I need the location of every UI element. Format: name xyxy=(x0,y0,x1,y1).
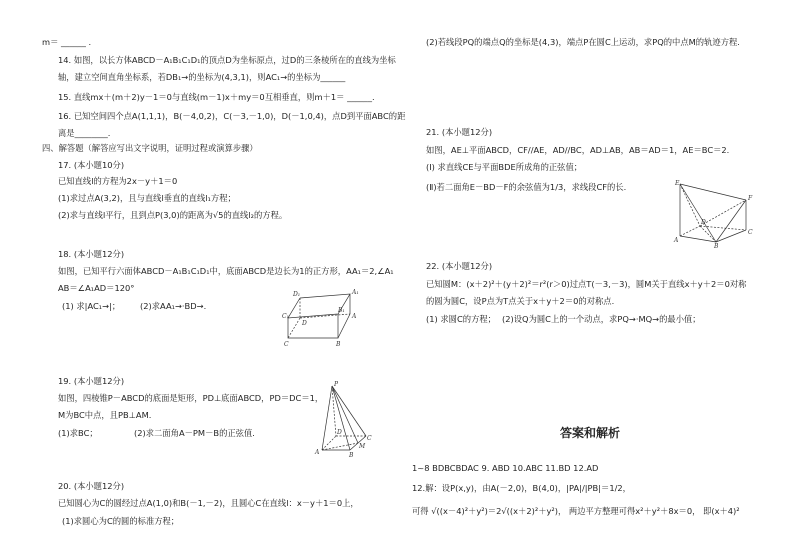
label-C: C xyxy=(748,229,753,236)
label-D: D xyxy=(701,219,706,226)
q21-line1: 如图，AE⊥平面ABCD，CF//AE，AD//BC，AD⊥AB，AB＝AD＝1，AE＝BC＝2. xyxy=(426,145,730,155)
label-P: P xyxy=(334,381,339,388)
q18-part2: (2)求AA₁→·BD→. xyxy=(140,301,207,311)
label-A: A xyxy=(674,237,679,244)
q17-heading: 17. (本小题10分) xyxy=(58,160,125,170)
label-B: B xyxy=(714,243,719,248)
label-C1: C₁ xyxy=(282,313,289,320)
q22-line2: 的圆为圆C，设P点为T点关于x＋y＋2＝0的对称点. xyxy=(426,296,615,306)
q20-part2: (2)若线段PQ的端点Q的坐标是(4,3)，端点P在圆C上运动，求PQ的中点M的轨迹方程. xyxy=(426,37,740,47)
q18-part1: (1) 求|AC₁→|； xyxy=(62,301,121,311)
q20-line1: 已知圆心为C的圆经过点A(1,0)和B(－1,－2)，且圆心C在直线l：x－y＋1＝0上， xyxy=(58,498,359,508)
q15: 15. 直线mx＋(m＋2)y－1＝0与直线(m－1)x＋my＝0互相垂直，则m＋1＝ ______. xyxy=(58,92,375,102)
q16-line1: 16. 已知空间四个点A(1,1,1)，B(－4,0,2)，C(－3,－1,0)，D(－1,0,4)，点D到平面ABC的距 xyxy=(58,111,406,121)
q21-part1: (Ⅰ) 求直线CE与平面BDE所成角的正弦值； xyxy=(426,162,583,172)
label-C: C xyxy=(367,435,372,442)
answer-key: 1~8 BDBCBDAC 9. ABD 10.ABC 11.BD 12.AD xyxy=(412,463,599,473)
parallelepiped-figure xyxy=(282,288,364,348)
label-D: D xyxy=(302,320,307,327)
label-C: C xyxy=(284,341,289,348)
label-A: A xyxy=(352,313,357,320)
q14-line1: 14. 如图，以长方体ABCD－A₁B₁C₁D₁的顶点D为坐标原点，过D的三条棱所在的直线为坐标 xyxy=(58,55,396,65)
q19-heading: 19. (本小题12分) xyxy=(58,376,125,386)
q19-line2: M为BC中点，且PB⊥AM. xyxy=(58,410,152,420)
q22-line1: 已知圆M：(x＋2)²＋(y＋2)²＝r²(r＞0)过点T(－3,－3)，圆M关于直线x＋y＋2＝0对称 xyxy=(426,279,747,289)
section-heading: 四、解答题（解答应写出文字说明，证明过程或演算步骤） xyxy=(42,143,258,153)
label-A: A xyxy=(315,449,320,456)
q13-tail: m＝ ______ . xyxy=(42,37,92,47)
q18-line1: 如图，已知平行六面体ABCD－A₁B₁C₁D₁中，底面ABCD是边长为1的正方形，AA₁＝2,∠A₁ xyxy=(58,266,394,276)
q18-heading: 18. (本小题12分) xyxy=(58,249,125,259)
q22-part1: (1) 求圆C的方程； xyxy=(426,314,496,324)
q19-part1: (1)求BC； xyxy=(58,428,98,438)
q14-line2: 轴，建立空间直角坐标系，若DB₁→的坐标为(4,3,1)，则AC₁→的坐标为______ xyxy=(58,72,346,82)
q20-part1: (1)求圆心为C的圆的标准方程； xyxy=(62,516,180,526)
label-B: B xyxy=(349,452,354,458)
q17-part2: (2)求与直线l平行，且到点P(3,0)的距离为√5的直线l₂的方程。 xyxy=(58,210,288,220)
q20-heading: 20. (本小题12分) xyxy=(58,481,125,491)
q17-part1: (1)求过点A(3,2)，且与直线l垂直的直线l₁方程； xyxy=(58,193,236,203)
q21-part2: (Ⅱ)若二面角E－BD－F的余弦值为1/3，求线段CF的长. xyxy=(426,182,627,192)
q22-part2: (2)设Q为圆C上的一个动点，求PQ→·MQ→的最小值； xyxy=(502,314,701,324)
answer-12-line1: 12.解：设P(x,y)，由A(－2,0)，B(4,0)，|PA|/|PB|＝1/2， xyxy=(412,483,631,493)
q16-line2: 离是________. xyxy=(58,128,111,138)
solid-figure-q21 xyxy=(672,180,756,248)
label-D1: D₁ xyxy=(293,291,301,298)
q21-heading: 21. (本小题12分) xyxy=(426,127,493,137)
q19-part2: (2)求二面角A－PM－B的正弦值. xyxy=(134,428,255,438)
label-M: M xyxy=(359,443,366,450)
answer-12-line2: 可得 √((x－4)²＋y²)＝2√((x＋2)²＋y²)， 两边平方整理可得x²＋y²＋8x＝0， 即(x＋4)² xyxy=(412,506,740,516)
q19-line1: 如图，四棱锥P－ABCD的底面是矩形，PD⊥底面ABCD，PD＝DC＝1， xyxy=(58,393,324,403)
label-F: F xyxy=(748,195,753,202)
q17-stem: 已知直线l的方程为2x－y＋1＝0 xyxy=(58,176,178,186)
label-B: B xyxy=(336,341,341,348)
answer-title: 答案和解析 xyxy=(560,426,621,440)
label-B1: B₁ xyxy=(338,307,345,314)
pyramid-figure xyxy=(312,380,374,458)
label-A1: A₁ xyxy=(352,289,359,296)
label-E: E xyxy=(675,180,680,187)
label-D: D xyxy=(337,429,342,436)
q18-line2: AB＝∠A₁AD＝120° xyxy=(58,283,135,293)
q22-heading: 22. (本小题12分) xyxy=(426,261,493,271)
